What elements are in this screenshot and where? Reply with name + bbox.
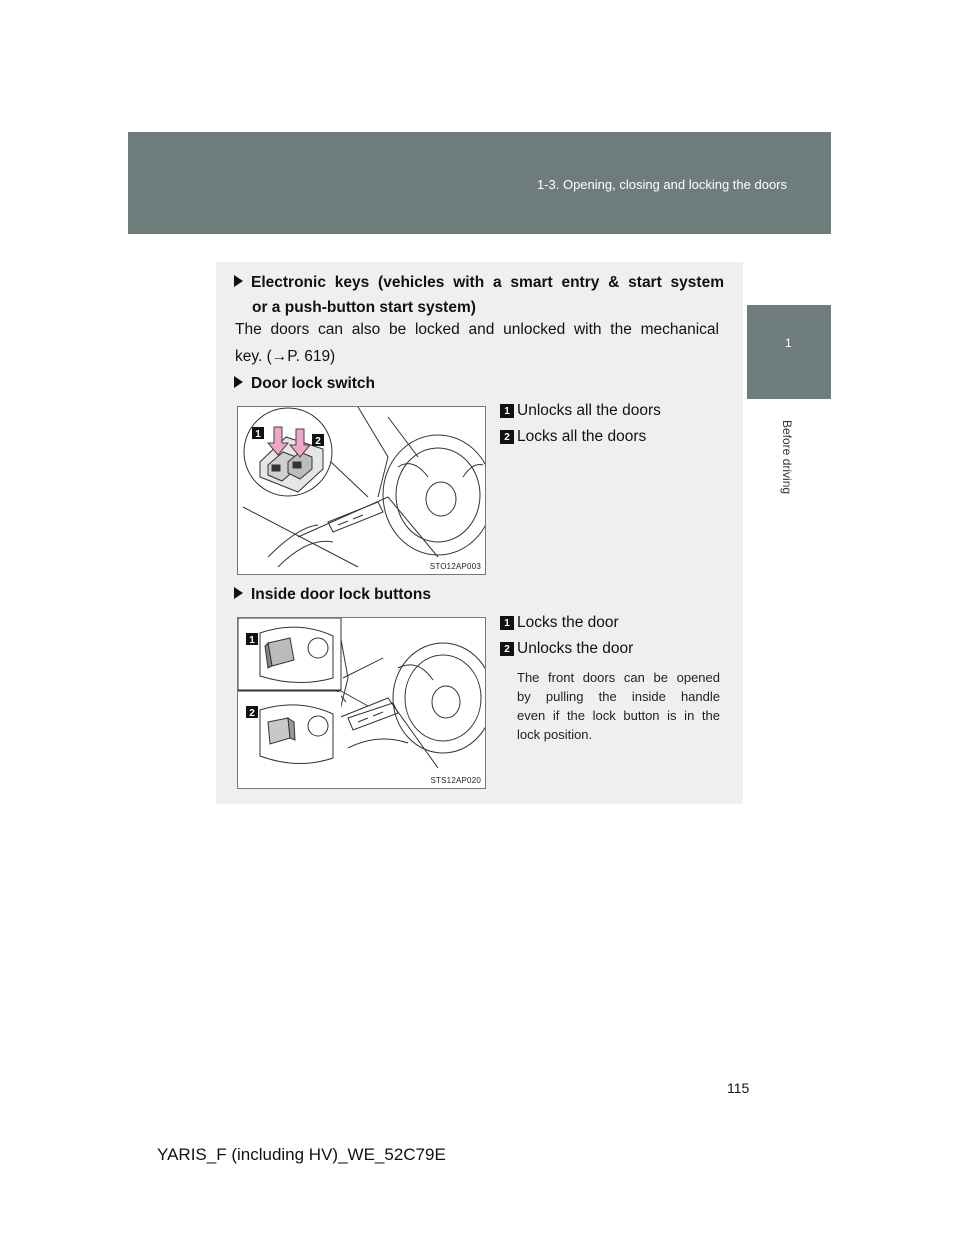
callout-2-label: 2 [249, 708, 255, 719]
bullet-triangle-icon [234, 275, 243, 287]
door-lock-switch-figure [237, 406, 486, 575]
page-number: 115 [727, 1080, 750, 1096]
legend-unlock-all: 1 Unlocks all the doors [500, 402, 661, 420]
figure-code: STS12AP020 [430, 776, 481, 785]
callout-1-label: 1 [255, 429, 261, 440]
legend-lock-all: 2 Locks all the doors [500, 428, 646, 446]
paragraph-mechanical-key [235, 316, 719, 370]
callout-1-label: 1 [249, 635, 255, 646]
chapter-tab [747, 305, 831, 399]
figure-code: STO12AP003 [429, 562, 481, 571]
door-lock-switch-illustration [238, 407, 485, 574]
document-footer: YARIS_F (including HV)_WE_52C79E [157, 1145, 446, 1164]
heading-electronic-keys-cont: or a push-button start system) [252, 299, 476, 316]
badge-2-icon: 2 [500, 642, 514, 656]
heading-door-lock-switch: Door lock switch [234, 375, 375, 393]
bullet-triangle-icon [234, 376, 243, 388]
legend-unlocks-door: 2 Unlocks the door [500, 640, 633, 658]
inside-door-lock-figure [237, 617, 486, 789]
chapter-number: 1 [785, 336, 792, 350]
chapter-label: Before driving [780, 420, 794, 495]
note-front-doors: The front doors can be opened by pulling the inside handle even if the lock button is in the lock position. [517, 670, 720, 742]
section-title: 1-3. Opening, closing and locking the doors [536, 177, 787, 192]
paragraph-line-1: The doors can also be locked and unlocked with the mechanical [235, 321, 719, 338]
legend-locks-door: 1 Locks the door [500, 614, 619, 632]
inside-door-lock-illustration [238, 618, 485, 788]
heading-electronic-keys: Electronic keys (vehicles with a smart entry & start system [234, 274, 724, 292]
bullet-triangle-icon [234, 587, 243, 599]
content-box [216, 262, 743, 804]
badge-1-icon: 1 [500, 404, 514, 418]
paragraph-line-2: key. (→P. 619) [235, 348, 336, 365]
heading-inside-door-lock: Inside door lock buttons [234, 586, 431, 604]
badge-1-icon: 1 [500, 616, 514, 630]
page-header [128, 132, 831, 234]
callout-2-label: 2 [315, 436, 321, 447]
badge-2-icon: 2 [500, 430, 514, 444]
